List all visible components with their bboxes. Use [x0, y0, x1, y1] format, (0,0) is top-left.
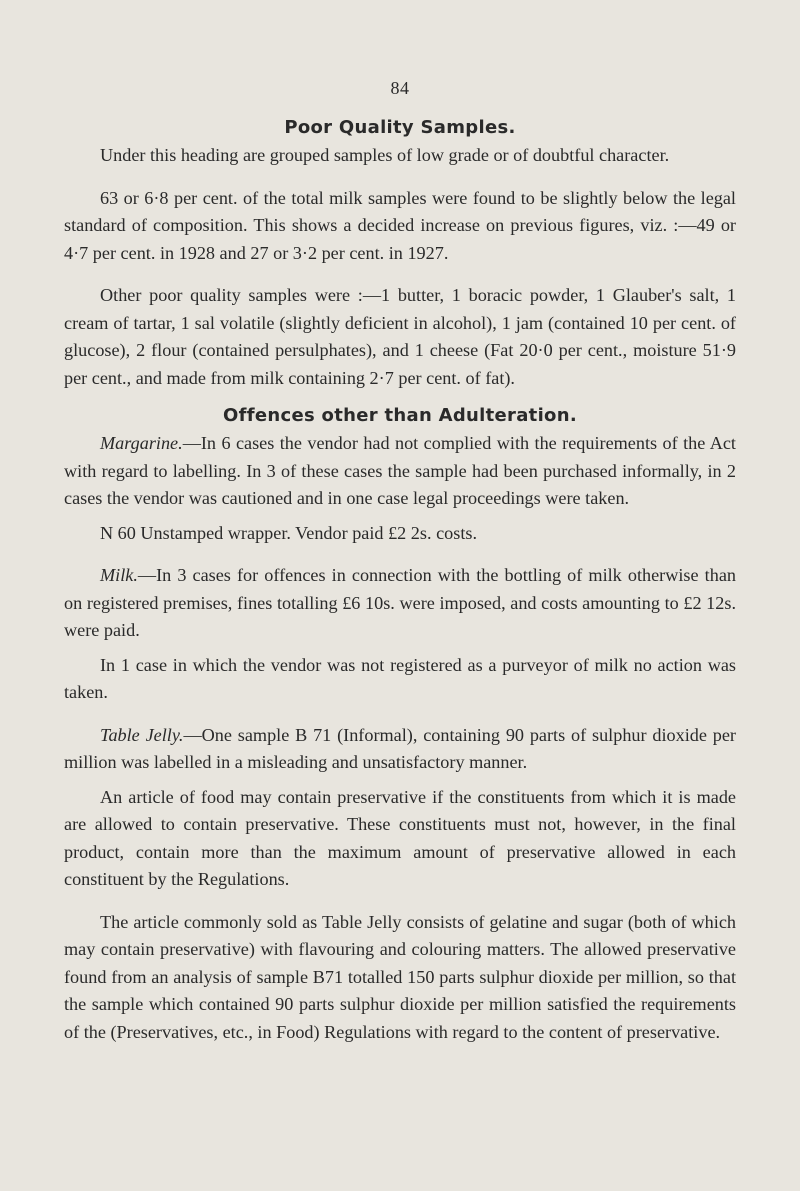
paragraph-milk-samples: 63 or 6·8 per cent. of the total milk samples were found to be slightly below the legal standard of composition. This shows a decided increase on previous figures, viz. :—49 or 4·7 per cent. in 1928 and 27 or 3·2 per cent. in 1927.	[64, 187, 736, 263]
page-number: 84	[390, 78, 410, 98]
paragraph-article-preservative: An article of food may contain preservative if the constituents from which it is made are allowed to contain preservative. These constituents must not, however, in the final product, contain more than the maximum amount of preservative allowed in each constituent by the Regulations.	[64, 786, 736, 889]
margarine-text: —In 6 cases the vendor had not complied with the requirements of the Act with regard to labelling. In 3 of these cases the sample had been purchased informally, in 2 cases the vendor was cautioned and in one case legal proceedings were taken.	[64, 433, 736, 508]
section-heading-offences: Offences other than Adulteration.	[223, 405, 577, 426]
table-jelly-label: Table Jelly.	[100, 724, 184, 745]
paragraph-milk-offences	[64, 562, 736, 645]
paragraph-table-jelly	[64, 722, 736, 777]
paragraph-margarine	[64, 430, 736, 513]
section-heading-poor-quality: Poor Quality Samples.	[284, 117, 516, 138]
paragraph-intro: Under this heading are grouped samples of low grade or of doubtful character.	[100, 145, 670, 165]
table-jelly-text: —One sample B 71 (Informal), containing 90 parts of sulphur dioxide per million was labelled in a misleading and unsatisfactory manner.	[64, 724, 736, 772]
paragraph-other-samples: Other poor quality samples were :—1 butter, 1 boracic powder, 1 Glauber's salt, 1 cream of tartar, 1 sal volatile (slightly deficient in alcohol), 1 jam (contained 10 per cent. of glucose), 2 flour (contained persulphates), and 1 cheese (Fat 20·0 per cent., moisture 51·9 per cent., and made from milk containing 2·7 per cent. of fat).	[64, 285, 736, 388]
margarine-label: Margarine.	[100, 433, 183, 453]
milk-text: —In 3 cases for offences in connection with the bottling of milk otherwise than on registered premises, fines totalling £6 10s. were imposed, and costs amounting to £2 12s. were paid.	[64, 565, 736, 640]
page-body	[64, 114, 736, 1046]
milk-label: Milk.	[100, 565, 138, 585]
paragraph-n60: N 60 Unstamped wrapper. Vendor paid £2 2s. costs.	[100, 522, 477, 543]
paragraph-table-jelly-analysis: The article commonly sold as Table Jelly consists of gelatine and sugar (both of which may contain preservative) with flavouring and colouring matters. The allowed preservative found from an analysis of sample B71 totalled 150 parts sulphur dioxide per million, so that the sample which contained 90 parts sulphur dioxide per million satisfied the requirements of the (Preservatives, etc., in Food) Regulations with regard to the content of preservative.	[64, 911, 736, 1042]
paragraph-milk-no-action: In 1 case in which the vendor was not registered as a purveyor of milk no action was taken.	[64, 654, 736, 702]
